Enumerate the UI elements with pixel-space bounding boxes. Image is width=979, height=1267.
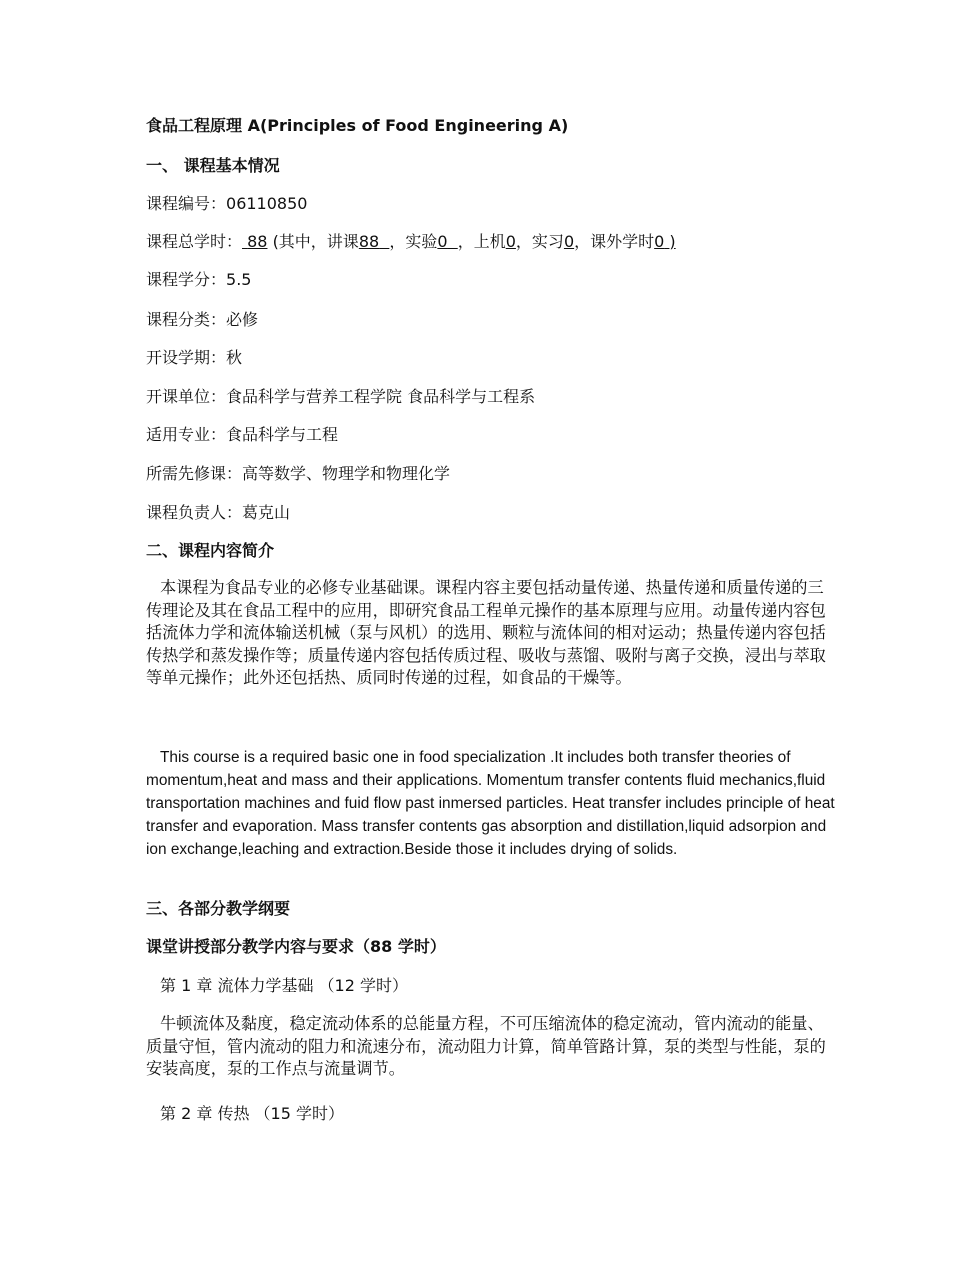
course-code-label: 课程编号： — [146, 194, 227, 213]
chapter-1-text: 牛顿流体及黏度，稳定流动体系的总能量方程，不可压缩流体的稳定流动，管内流动的能量、质量守恒，管内流动的阻力和流速分布，流动阻力计算，简单管路计算，泵的类型与性能，泵的安装高度，泵的工作点与流量调节。 — [146, 1014, 826, 1078]
owner-label: 课程负责人： — [146, 503, 243, 522]
owner-line — [146, 503, 290, 523]
intro-en-text: This course is a required basic one in food specialization .It includes both transfer theories of momentum,heat and mass and their applications. Momentum transfer contents fluid mechanics,fluid transportation machines and fuid flow past inmersed particles. Heat transfer includes principle of heat transfer and evaporation. Mass transfer contents gas absorption and distillation,liquid adsorpion and ion exchange,leaching and extraction.Beside those it includes drying of solids. — [146, 749, 835, 858]
credits-value: 5.5 — [226, 270, 252, 289]
owner-value: 葛克山 — [242, 503, 291, 522]
lecture-prefix: (其中，讲课 — [272, 232, 359, 251]
unit-value: 食品科学与营养工程学院 食品科学与工程系 — [226, 387, 536, 406]
unit-label: 开课单位： — [146, 387, 227, 406]
category-line — [146, 310, 258, 330]
semester-line — [146, 348, 242, 368]
intro-zh-paragraph — [146, 577, 836, 690]
computer-prefix: ，上机 — [457, 232, 506, 251]
hours-label: 课程总学时： — [146, 232, 243, 251]
category-value: 必修 — [226, 310, 259, 329]
lecture-subheading: 课堂讲授部分教学内容与要求（88 学时） — [146, 937, 446, 956]
credits-label: 课程学分： — [146, 270, 227, 289]
course-code-value: 06110850 — [226, 194, 308, 213]
major-value: 食品科学与工程 — [226, 425, 339, 444]
hours-total: 88 — [247, 232, 268, 251]
section-2-heading: 二、课程内容简介 — [146, 541, 275, 560]
unit-line — [146, 387, 535, 407]
chapter-2-title: 第 2 章 传热 （15 学时） — [160, 1104, 344, 1123]
intro-zh-text: 本课程为食品专业的必修专业基础课。课程内容主要包括动量传递、热量传递和质量传递的三传理论及其在食品工程中的应用，即研究食品工程单元操作的基本原理与应用。动量传递内容包括流体力学和流体输送机械（泵与风机）的选用、颗粒与流体间的相对运动；热量传递内容包括传热学和蒸发操作等；质量传递内容包括传质过程、吸收与蒸馏、吸附与离子交换，浸出与萃取等单元操作；此外还包括热、质同时传递的过程，如食品的干燥等。 — [146, 578, 826, 687]
credits-line — [146, 270, 251, 290]
practice-prefix: ，实习 — [515, 232, 564, 251]
section-1-heading: 一、 课程基本情况 — [146, 156, 280, 175]
extra-prefix: ，课外学时 — [574, 232, 655, 251]
computer-hours: 0 — [505, 232, 516, 251]
lab-prefix: ，实验 — [389, 232, 438, 251]
chapter-1-title: 第 1 章 流体力学基础 （12 学时） — [160, 976, 408, 995]
prereq-value: 高等数学、物理学和物理化学 — [242, 464, 451, 483]
intro-en-paragraph — [146, 746, 836, 861]
category-label: 课程分类： — [146, 310, 227, 329]
course-hours-line — [146, 232, 676, 252]
prereq-line — [146, 464, 450, 484]
prereq-label: 所需先修课： — [146, 464, 243, 483]
major-line — [146, 425, 338, 445]
semester-value: 秋 — [226, 348, 243, 367]
course-title: 食品工程原理 A(Principles of Food Engineering A) — [146, 116, 569, 135]
course-code-line — [146, 194, 307, 214]
chapter-1-paragraph — [146, 1013, 836, 1081]
semester-label: 开设学期： — [146, 348, 227, 367]
section-3-heading: 三、各部分教学纲要 — [146, 899, 291, 918]
major-label: 适用专业： — [146, 425, 227, 444]
lab-hours: 0 — [437, 232, 448, 251]
lecture-hours: 88 — [358, 232, 380, 251]
practice-hours: 0 — [563, 232, 575, 251]
extra-hours: 0 ) — [654, 232, 676, 251]
